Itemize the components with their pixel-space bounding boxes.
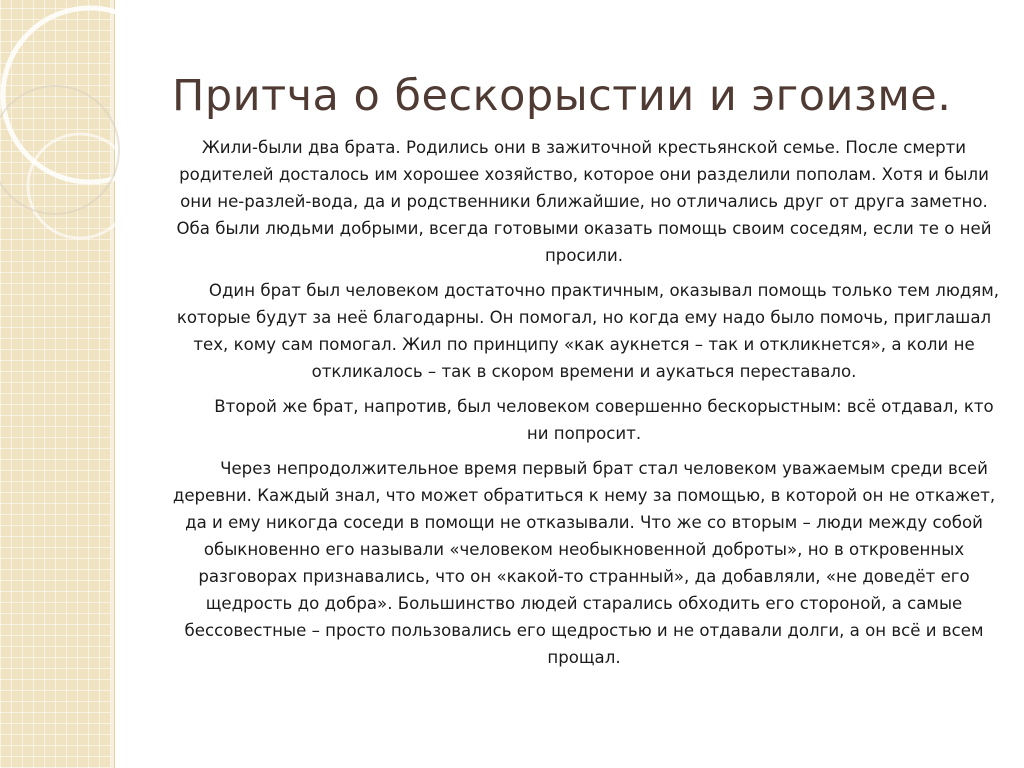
paragraph-4: Через непродолжительное время первый брат стал человеком уважаемым среди всей деревни. Каждый знал, что может обратиться к нему за помощью, в которой он не откажет, да и ему никогда соседи в помощи не отказывали. Что же со вторым – люди между собой обыкновенно его называли «человеком необыкновенной доброты», но в откровенных разговорах признавались, что он «какой-то странный», да добавляли, «не доведёт его щедрость до добра». Большинство людей старались обходить его стороной, а самые бессовестные – просто пользовались его щедростью и не отдавали долги, а он всё и всем прощал. xyxy=(172,459,996,667)
slide-title: Притча о бескорыстии и эгоизме. xyxy=(172,71,952,121)
paragraph-3: Второй же брат, напротив, был человеком совершенно бескорыстным: всё отдавал, кто ни попросит. xyxy=(214,397,994,443)
paragraph-1: Жили-были два брата. Родились они в зажиточной крестьянской семье. После смерти родителей досталось им хорошее хозяйство, которое они разделили пополам. Хотя и были они не-разлей-вода, да и родственники ближайшие, но отличались друг от друга заметно. Оба были людьми добрыми, всегда готовыми оказать помощь своим соседям, если те о ней просили. xyxy=(176,138,992,265)
paragraph-2: Один брат был человеком достаточно практичным, оказывал помощь только тем людям, которые будут за неё благодарны. Он помогал, но когда ему надо было помочь, приглашал тех, кому сам помогал. Жил по принципу «как аукнется – так и откликнется», а коли не откликалось – так в скором времени и аукаться переставало. xyxy=(176,281,1000,381)
slide-body-text xyxy=(168,134,1000,679)
